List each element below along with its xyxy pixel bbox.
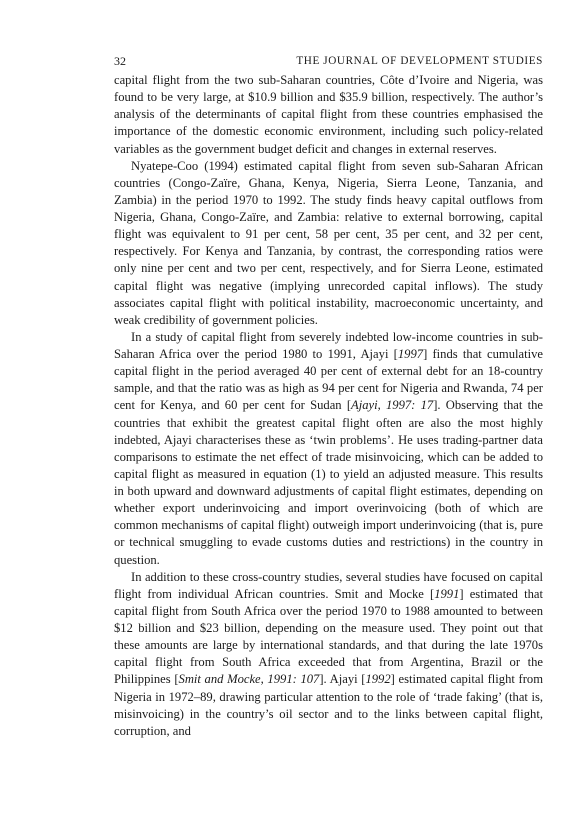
citation-year: 1991	[434, 586, 460, 601]
paragraph-3	[114, 329, 543, 569]
paragraph-text: ] finds that cumulative capital flight in the period averaged 40 per cent of external debt for an 18-country sample, and that the ratio was as high as 94 per cent for Nigeria and Rwanda, 74 per cent for Kenya, and 60 per cent for Sudan [	[114, 347, 543, 413]
paragraph-text: ]. Observing that the countries that exhibit the greatest capital flight often are also the most highly indebted, Ajayi characterises these as ‘twin problems’. He uses trading-partner data comparisons to estimate the net effect of trade misinvoicing, which can be added to capital flight as measured in equation (1) to yield an adjusted measure. This results in both upward and downward adjustments of capital flight estimates, depending on whether export underinvoicing and import overinvoicing (both of which are common mechanisms of capital flight) outweigh import underinvoicing (that is, pure or technical smuggling to evade customs duties and restrictions) in the country in question.	[114, 398, 543, 567]
paragraph-2	[114, 158, 543, 329]
citation: Ajayi, 1997: 17	[351, 398, 434, 413]
page-number: 32	[114, 54, 126, 68]
paragraph-1	[114, 72, 543, 158]
body-text	[114, 72, 543, 740]
paragraph-text: In addition to these cross-country studies, several studies have focused on capital flight from individual African countries. Smit and Mocke [	[114, 569, 543, 601]
paragraph-4	[114, 569, 543, 740]
paragraph-text: Nyatepe-Coo (1994) estimated capital flight from seven sub-Saharan African countries (Congo-Zaïre, Ghana, Kenya, Nigeria, Sierra Leone, Tanzania, and Zambia) in the period 1970 to 1992. The study finds heavy capital outflows from Nigeria, Ghana, Congo-Zaïre, and Zambia: relative to external borrowing, capital flight was equivalent to 91 per cent, 58 per cent, 35 per cent, and 32 per cent, respectively. For Kenya and Tanzania, by contrast, the corresponding ratios were only nine per cent and two per cent, respectively, and for Sierra Leone, estimated capital flight was negative (implying unrecorded capital inflows). The study associates capital flight with political instability, macroeconomic uncertainty, and weak credibility of government policies.	[114, 158, 543, 327]
journal-title: THE JOURNAL OF DEVELOPMENT STUDIES	[296, 55, 543, 67]
paragraph-text: capital flight from the two sub-Saharan countries, Côte d’Ivoire and Nigeria, was found to be very large, at $10.9 billion and $35.9 billion, respectively. The author’s analysis of the determinants of capital flight from these countries emphasised the importance of the domestic economic environment, including such policy-related variables as the government budget deficit and changes in external reserves.	[114, 73, 543, 156]
page	[114, 50, 543, 740]
citation: Smit and Mocke, 1991: 107	[178, 672, 320, 687]
paragraph-text: ] estimated that capital flight from South Africa over the period 1970 to 1988 amounted to between $12 billion and $23 billion, depending on the measure used. They point out that these amounts are large by international standards, and that during the late 1970s capital flight from South Africa exceeded that from Argentina, Brazil or the Philippines [	[114, 586, 543, 687]
paragraph-text: In a study of capital flight from severely indebted low-income countries in sub-Saharan Africa over the period 1980 to 1991, Ajayi [	[114, 329, 543, 361]
citation-year: 1997	[397, 347, 424, 361]
paragraph-text: ] estimated capital flight from Nigeria in 1972–89, drawing particular attention to the role of ‘trade faking’ (that is, misinvoicing) in the country’s oil sector and to the links between capital flight, corruption, and	[114, 672, 543, 738]
paragraph-text: ]. Ajayi [	[319, 672, 366, 687]
running-head	[114, 50, 543, 72]
citation-year: 1992	[365, 672, 391, 687]
